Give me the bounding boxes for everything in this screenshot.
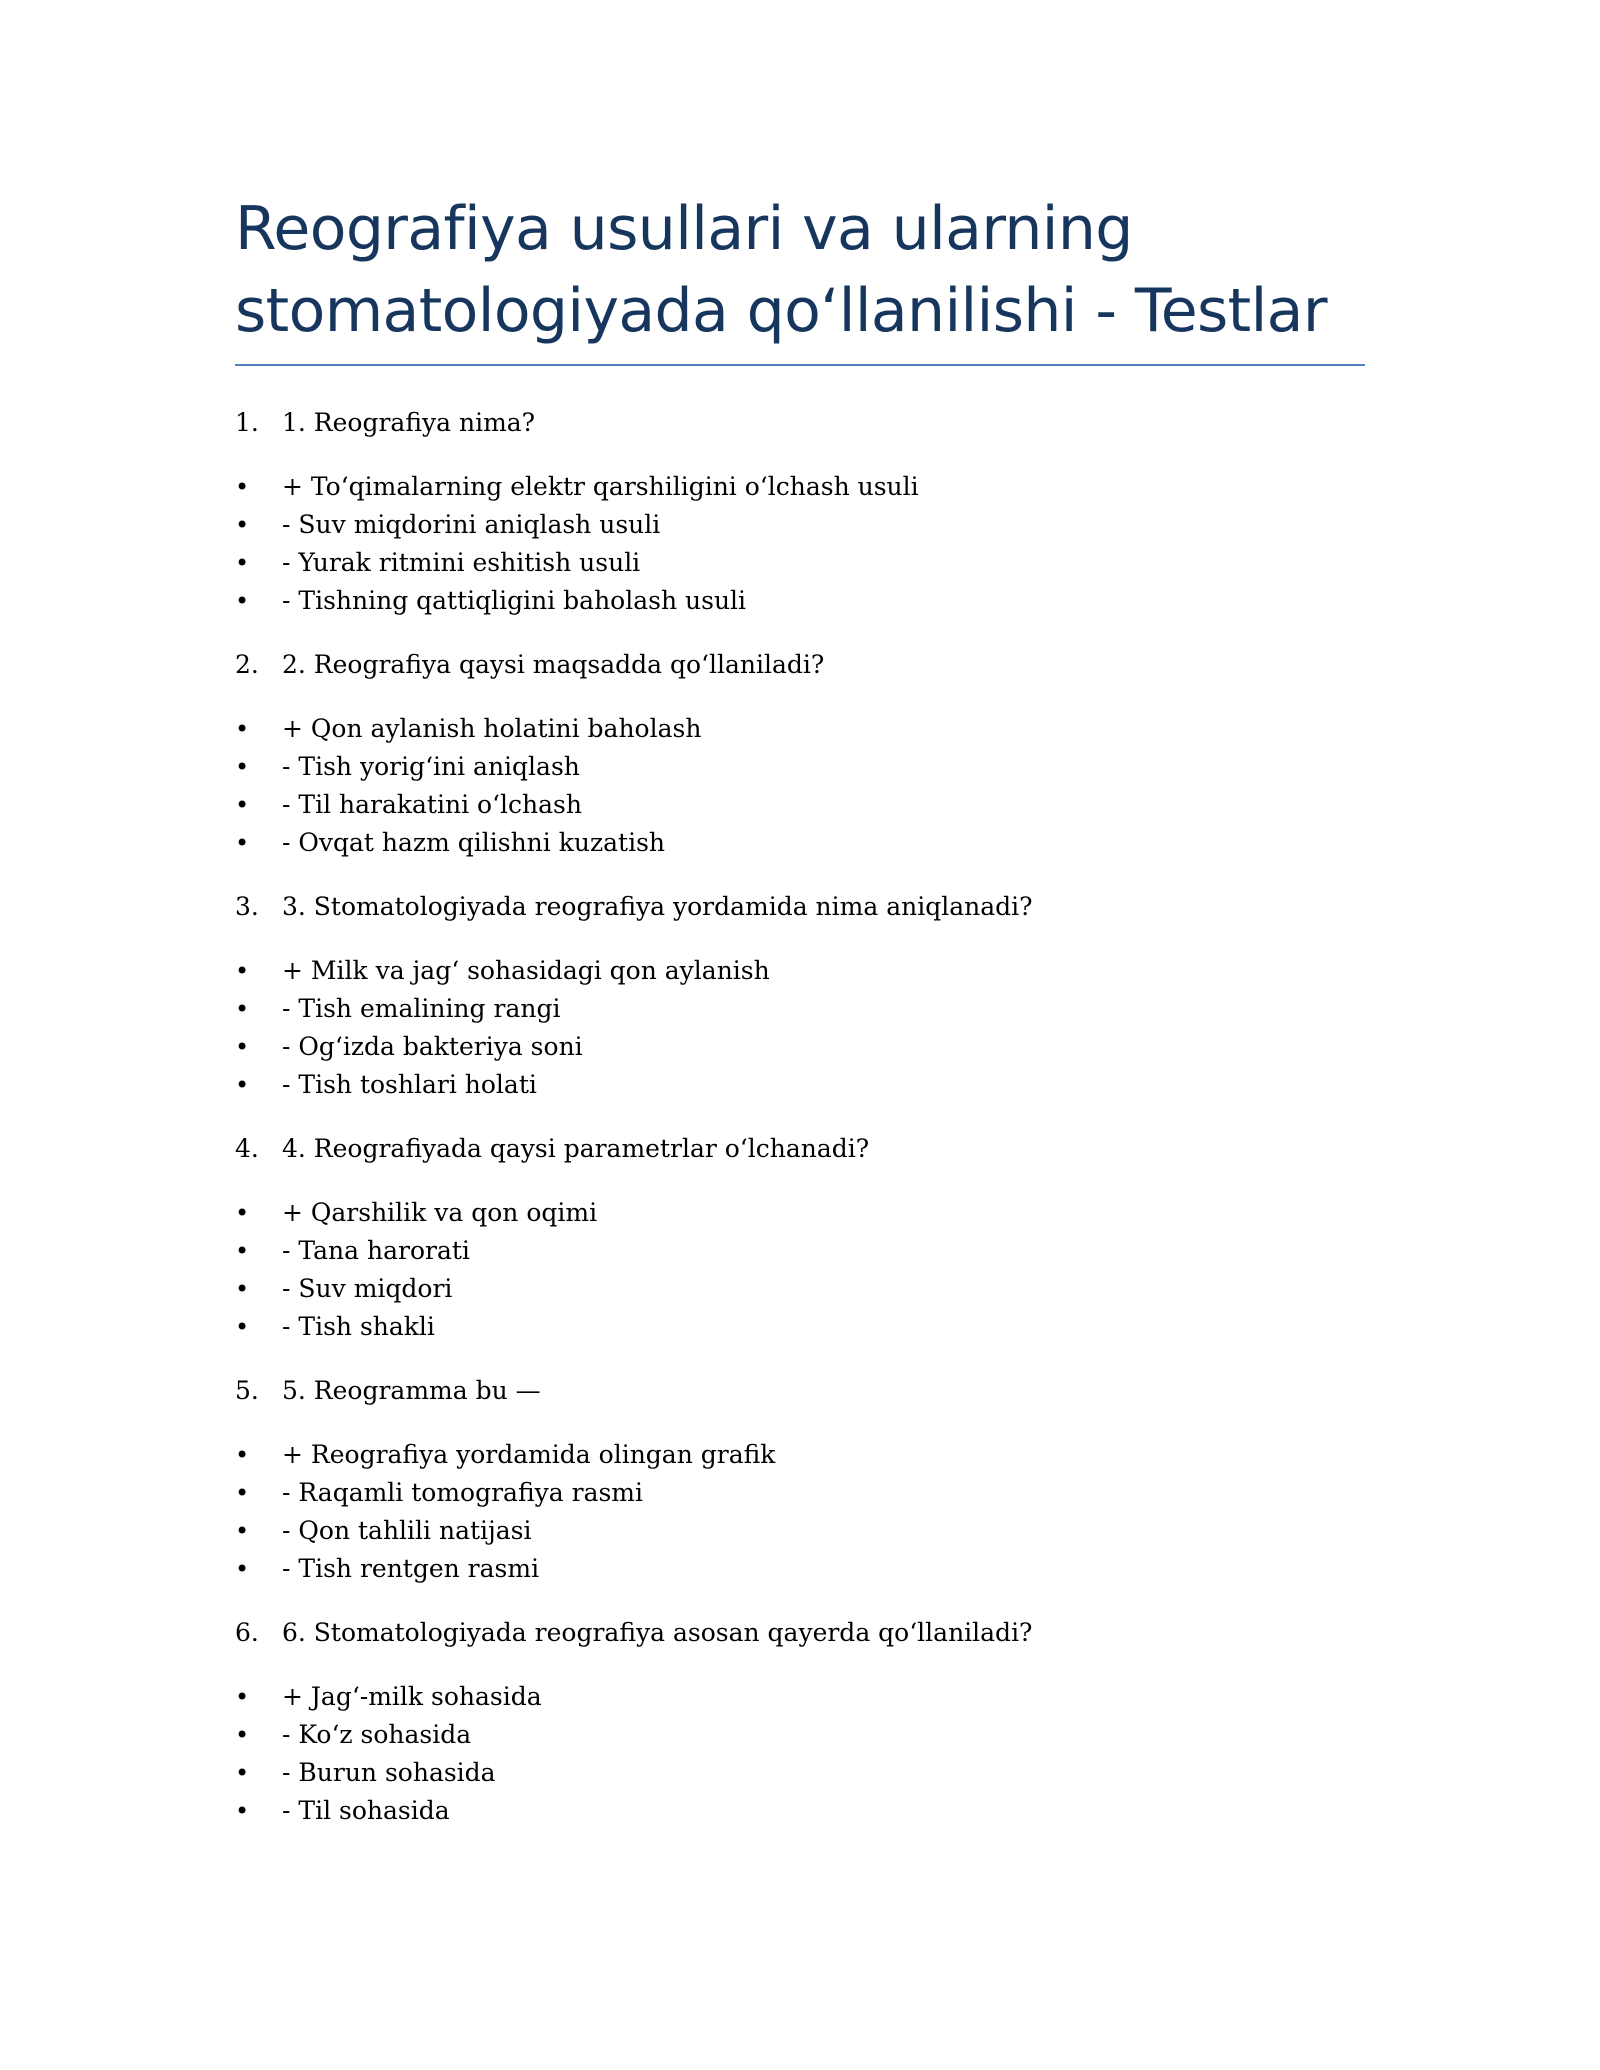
answer-option <box>235 1270 1365 1308</box>
question-number: 6. <box>235 1618 259 1647</box>
answer-option <box>235 1308 1365 1346</box>
answer-list <box>235 1436 1365 1588</box>
answer-text: - Til sohasida <box>282 1796 450 1825</box>
question-2 <box>235 646 1365 684</box>
question-6 <box>235 1614 1365 1652</box>
answer-text: - Tish toshlari holati <box>282 1070 537 1099</box>
answer-option <box>235 1792 1365 1830</box>
bullet-icon: • <box>235 549 250 577</box>
answer-option <box>235 1232 1365 1270</box>
bullet-icon: • <box>235 1683 250 1711</box>
bullet-icon: • <box>235 715 250 743</box>
bullet-icon: • <box>235 753 250 781</box>
bullet-icon: • <box>235 1275 250 1303</box>
title-divider <box>235 364 1365 366</box>
question-number: 1. <box>235 408 259 437</box>
answer-text: - Tana harorati <box>282 1236 470 1265</box>
question-text: 1. Reografiya nima? <box>282 408 536 437</box>
answer-option <box>235 1474 1365 1512</box>
answer-list <box>235 1194 1365 1346</box>
bullet-icon: • <box>235 1479 250 1507</box>
answer-option <box>235 1436 1365 1474</box>
question-5 <box>235 1372 1365 1410</box>
answer-option <box>235 1678 1365 1716</box>
question-list <box>235 404 1365 1856</box>
question-block-2 <box>235 646 1365 862</box>
bullet-icon: • <box>235 1517 250 1545</box>
answer-option <box>235 1716 1365 1754</box>
bullet-icon: • <box>235 473 250 501</box>
answer-option <box>235 544 1365 582</box>
answer-text: + To‘qimalarning elektr qarshiligini o‘lchash usuli <box>282 472 919 501</box>
question-text: 5. Reogramma bu — <box>282 1376 541 1405</box>
answer-text: + Milk va jag‘ sohasidagi qon aylanish <box>282 956 770 985</box>
answer-option <box>235 468 1365 506</box>
question-text: 4. Reografiyada qaysi parametrlar o‘lchanadi? <box>282 1134 870 1163</box>
answer-list <box>235 468 1365 620</box>
question-number: 2. <box>235 650 259 679</box>
document-title-line-2: stomatologiyada qo‘llanilishi - Testlar <box>235 276 1327 346</box>
answer-text: - Qon tahlili natijasi <box>282 1516 532 1545</box>
question-text: 2. Reografiya qaysi maqsadda qo‘llaniladi? <box>282 650 825 679</box>
bullet-icon: • <box>235 1071 250 1099</box>
answer-option <box>235 952 1365 990</box>
answer-text: - Ovqat hazm qilishni kuzatish <box>282 828 666 857</box>
answer-text: - Yurak ritmini eshitish usuli <box>282 548 641 577</box>
answer-text: - Tish yorig‘ini aniqlash <box>282 752 580 781</box>
answer-text: - Raqamli tomografiya rasmi <box>282 1478 643 1507</box>
question-4 <box>235 1130 1365 1168</box>
answer-text: - Tish shakli <box>282 1312 435 1341</box>
answer-option <box>235 786 1365 824</box>
bullet-icon: • <box>235 1555 250 1583</box>
document-title <box>235 188 1365 352</box>
answer-option <box>235 1194 1365 1232</box>
answer-text: - Til harakatini o‘lchash <box>282 790 582 819</box>
answer-list <box>235 1678 1365 1830</box>
answer-text: + Reografiya yordamida olingan grafik <box>282 1440 776 1469</box>
answer-option <box>235 582 1365 620</box>
question-text: 3. Stomatologiyada reografiya yordamida nima aniqlanadi? <box>282 892 1033 921</box>
question-number: 4. <box>235 1134 259 1163</box>
bullet-icon: • <box>235 511 250 539</box>
question-number: 3. <box>235 892 259 921</box>
question-block-6 <box>235 1614 1365 1830</box>
bullet-icon: • <box>235 1199 250 1227</box>
bullet-icon: • <box>235 1759 250 1787</box>
answer-option <box>235 1550 1365 1588</box>
answer-option <box>235 748 1365 786</box>
answer-text: - Tishning qattiqligini baholash usuli <box>282 586 747 615</box>
bullet-icon: • <box>235 791 250 819</box>
question-block-3 <box>235 888 1365 1104</box>
answer-text: + Qarshilik va qon oqimi <box>282 1198 598 1227</box>
bullet-icon: • <box>235 1441 250 1469</box>
bullet-icon: • <box>235 1721 250 1749</box>
answer-list <box>235 952 1365 1104</box>
question-block-4 <box>235 1130 1365 1346</box>
answer-option <box>235 1754 1365 1792</box>
answer-text: - Tish emalining rangi <box>282 994 561 1023</box>
question-3 <box>235 888 1365 926</box>
answer-text: - Ko‘z sohasida <box>282 1720 472 1749</box>
question-number: 5. <box>235 1376 259 1405</box>
bullet-icon: • <box>235 829 250 857</box>
bullet-icon: • <box>235 587 250 615</box>
answer-text: - Tish rentgen rasmi <box>282 1554 540 1583</box>
answer-text: + Jag‘-milk sohasida <box>282 1682 542 1711</box>
answer-option <box>235 990 1365 1028</box>
bullet-icon: • <box>235 995 250 1023</box>
bullet-icon: • <box>235 1797 250 1825</box>
bullet-icon: • <box>235 1033 250 1061</box>
bullet-icon: • <box>235 957 250 985</box>
question-1 <box>235 404 1365 442</box>
answer-list <box>235 710 1365 862</box>
answer-option <box>235 710 1365 748</box>
answer-option <box>235 506 1365 544</box>
answer-option <box>235 824 1365 862</box>
answer-option <box>235 1028 1365 1066</box>
bullet-icon: • <box>235 1313 250 1341</box>
document-title-line-1: Reografiya usullari va ularning <box>235 194 1133 264</box>
answer-option <box>235 1066 1365 1104</box>
bullet-icon: • <box>235 1237 250 1265</box>
answer-text: - Suv miqdorini aniqlash usuli <box>282 510 661 539</box>
answer-text: - Suv miqdori <box>282 1274 453 1303</box>
question-block-1 <box>235 404 1365 620</box>
question-block-5 <box>235 1372 1365 1588</box>
answer-text: - Burun sohasida <box>282 1758 496 1787</box>
answer-text: + Qon aylanish holatini baholash <box>282 714 702 743</box>
answer-option <box>235 1512 1365 1550</box>
answer-text: - Og‘izda bakteriya soni <box>282 1032 583 1061</box>
question-text: 6. Stomatologiyada reografiya asosan qayerda qo‘llaniladi? <box>282 1618 1033 1647</box>
